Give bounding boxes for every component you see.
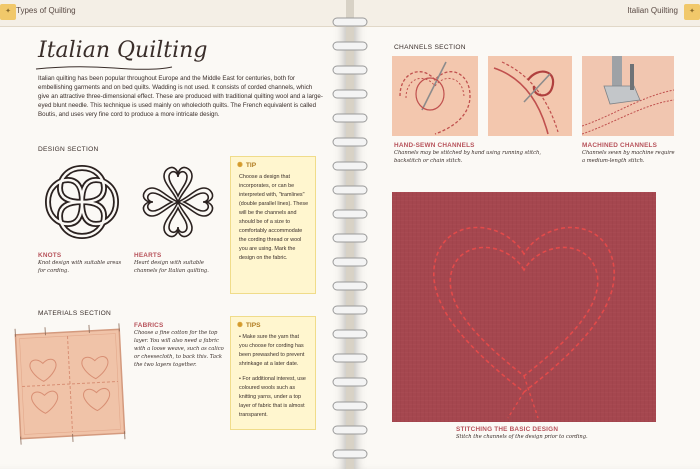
knot-design-illustration — [38, 158, 126, 246]
design-section-label: DESIGN SECTION — [38, 146, 99, 153]
tips-item-1: • Make sure the yarn that you choose for cording has been prewashed to prevent shrinkage at a later date. — [239, 334, 305, 367]
needle-icon: ✦ — [0, 4, 16, 20]
binding-ring — [333, 426, 367, 434]
hand-sewn-photo-1 — [392, 56, 478, 136]
binding-ring — [333, 330, 367, 338]
binding-ring — [333, 138, 367, 146]
binding-ring — [333, 282, 367, 290]
knots-caption — [38, 252, 128, 275]
tips-box — [230, 316, 316, 430]
hand-sewn-photo-2 — [488, 56, 572, 136]
intro-paragraph: Italian quilting has been popular throughout Europe and the Middle East for centuries, both for embellishing garments and on bed quilts. Wadding is not used. It consists of corded channels, which give an attractive three-dimensional effect. These are produced with traditional quilting wool and a large-eyed blunt needle. This technique is used mainly on wholecloth quilts. The French equivalent is called Boutis, and uses very fine cord to produce a more intricate design. — [38, 75, 323, 118]
materials-section-label: MATERIALS SECTION — [38, 310, 112, 317]
heart-design-illustration — [134, 158, 222, 246]
left-page — [0, 0, 346, 469]
binding-ring — [333, 450, 367, 458]
knots-title: KNOTS — [38, 252, 62, 259]
machined-photo — [582, 56, 674, 136]
binding-ring — [333, 210, 367, 218]
fabrics-title: FABRICS — [134, 322, 164, 329]
tip-text: Choose a design that incorporates, or can be interpreted with, "tramlines" (double parallel lines). These will be the channels and should be of a size to comfortably accommodate the cording thread or wool you are using. Mark the design on the fabric. — [239, 174, 309, 261]
hand-sewn-caption — [394, 142, 564, 165]
stitched-heart-photo — [392, 192, 656, 422]
binding-ring — [333, 258, 367, 266]
binding-ring — [333, 378, 367, 386]
right-running-head: Italian Quilting — [627, 6, 678, 15]
binding-ring — [333, 234, 367, 242]
hearts-title: HEARTS — [134, 252, 162, 259]
binding-ring — [333, 162, 367, 170]
knots-text: Knot design with suitable areas for cording. — [38, 260, 122, 274]
stitching-text: Stitch the channels of the design prior to cording. — [456, 434, 588, 440]
hearts-caption — [134, 252, 224, 275]
hand-sewn-title: HAND-SEWN CHANNELS — [394, 142, 475, 149]
page-title: Italian Quilting — [38, 38, 208, 63]
lightbulb-icon: ✺ — [237, 322, 243, 329]
channels-section-label: CHANNELS SECTION — [394, 44, 466, 51]
tip-heading-label: TIP — [245, 161, 257, 169]
tips-heading — [237, 321, 261, 329]
binding-ring — [333, 114, 367, 122]
left-running-head: Types of Quilting — [16, 6, 76, 15]
stitching-title: STITCHING THE BASIC DESIGN — [456, 426, 559, 433]
tip-box — [230, 156, 316, 294]
machined-caption — [582, 142, 678, 165]
right-page — [354, 0, 700, 469]
needle-icon: ✦ — [684, 4, 700, 20]
binding-ring — [333, 186, 367, 194]
fabrics-caption — [134, 322, 226, 369]
stitching-caption — [456, 426, 656, 441]
binding-ring — [333, 18, 367, 26]
spiral-binding — [330, 0, 370, 469]
tips-heading-label: TIPS — [245, 321, 261, 329]
hand-sewn-text: Channels may be stitched by hand using running stitch, backstitch or chain stitch. — [394, 150, 542, 164]
fabric-sample-illustration — [8, 322, 132, 446]
lightbulb-icon: ✺ — [237, 162, 243, 169]
binding-ring — [333, 306, 367, 314]
tip-heading — [237, 161, 256, 169]
binding-ring — [333, 402, 367, 410]
machined-title: MACHINED CHANNELS — [582, 142, 658, 149]
fabrics-text: Choose a fine cotton for the top layer. You will also need a fabric with a loose weave, such as calico or cheesecloth, to back this. Tack the two layers together. — [134, 330, 224, 368]
title-swash-decoration — [34, 64, 174, 72]
tips-item-2: • For additional interest, use coloured wools such as knitting yarns, under a top layer of fabric that is almost transparent. — [239, 376, 306, 418]
binding-ring — [333, 42, 367, 50]
binding-ring — [333, 354, 367, 362]
machined-text: Channels sewn by machine require a medium-length stitch. — [582, 150, 675, 164]
hearts-text: Heart design with suitable channels for Italian quilting. — [134, 260, 209, 274]
binding-ring — [333, 66, 367, 74]
binding-ring — [333, 90, 367, 98]
